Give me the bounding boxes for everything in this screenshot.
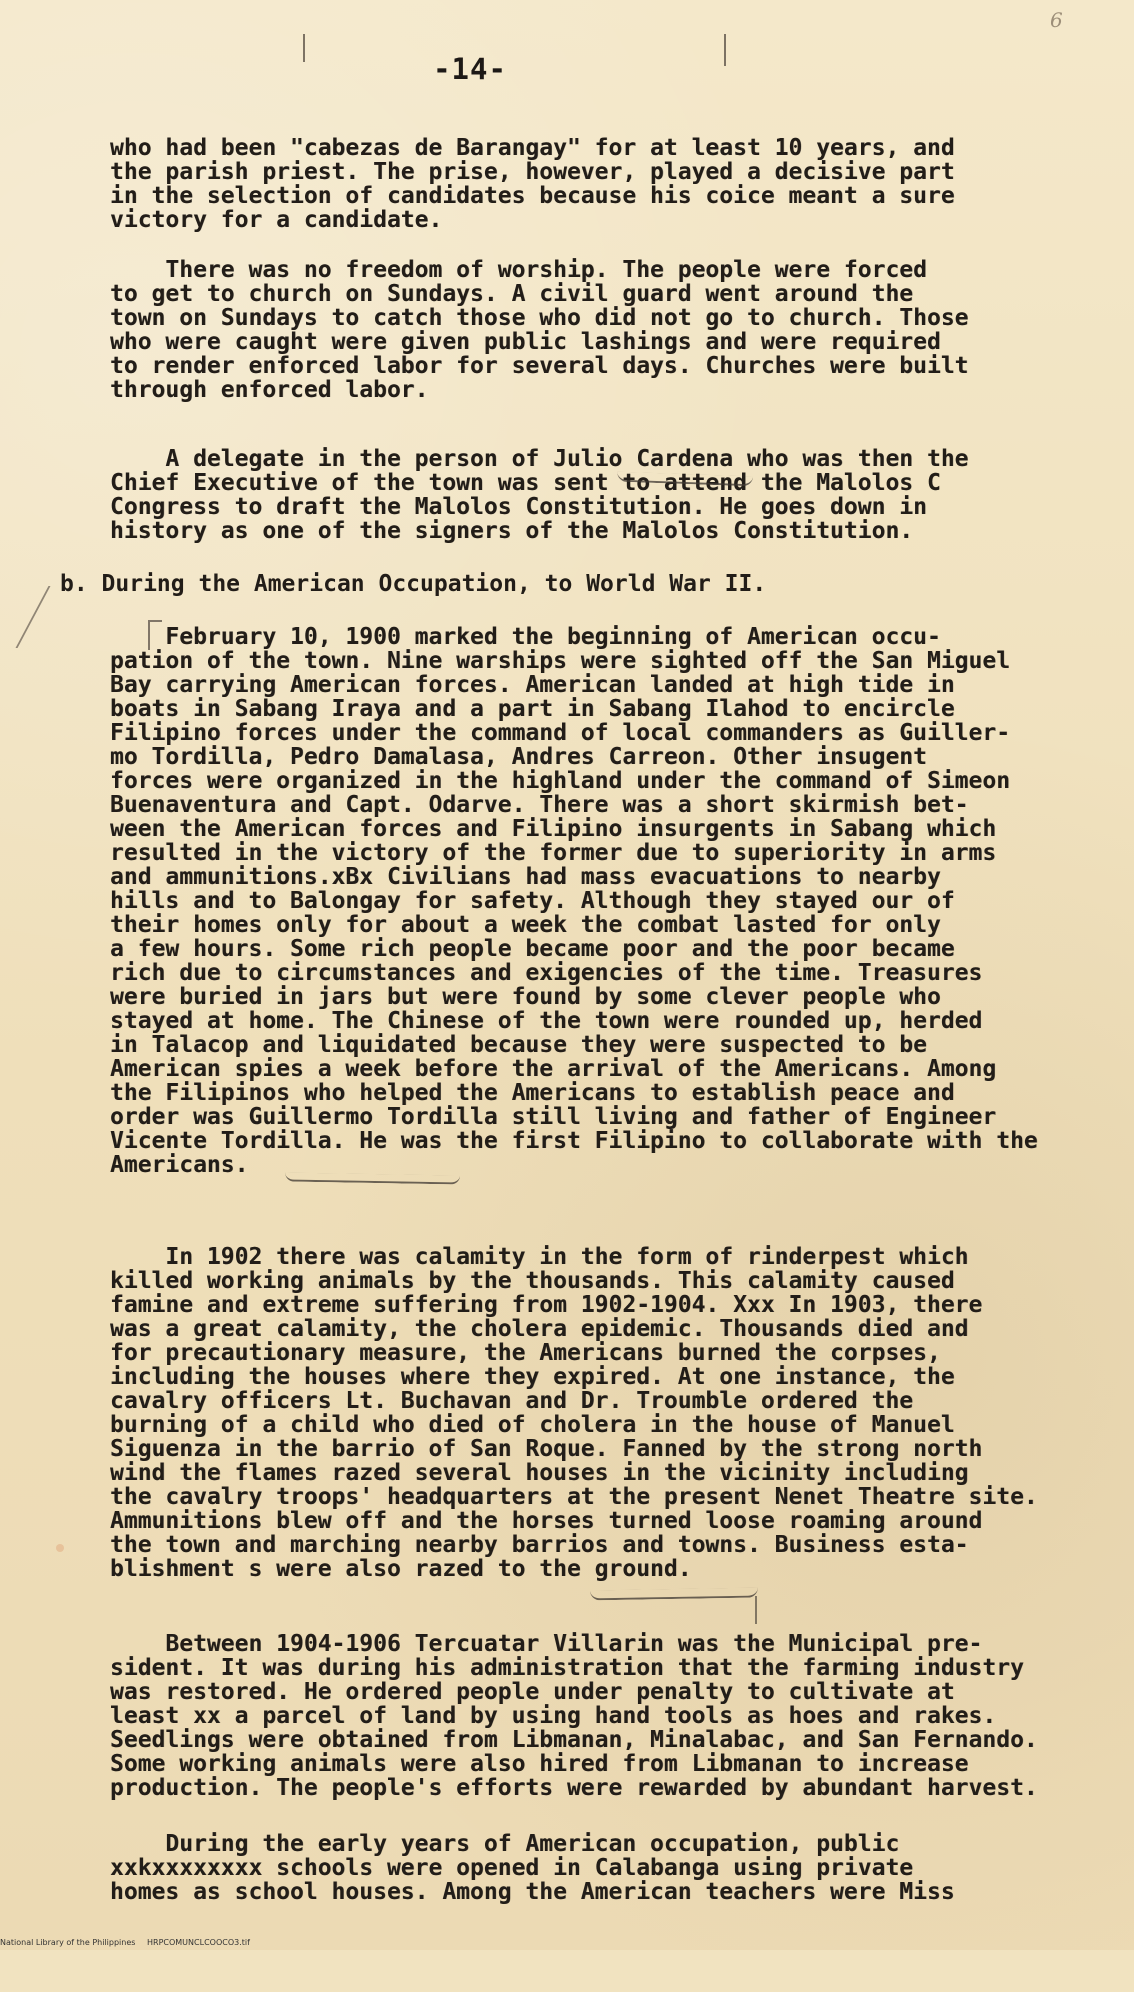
paragraph-line: was a great calamity, the cholera epidemic. Thousands died and (110, 1316, 969, 1342)
paragraph-line: the parish priest. The prise, however, played a decisive part (110, 159, 955, 185)
footer-source: National Library of the Philippines (0, 1938, 136, 1947)
paragraph-line: history as one of the signers of the Malolos Constitution. (110, 518, 914, 544)
paragraph-line: During the early years of American occupation, public (110, 1831, 900, 1857)
handwritten-underline-guillermo-tordilla (285, 1172, 460, 1184)
paragraph-line: town on Sundays to catch those who did not go to church. Those (110, 305, 969, 331)
paragraph-line: Bay carrying American forces. American landed at high tide in (110, 672, 955, 698)
paragraph-line: blishment s were also razed to the ground. (110, 1556, 692, 1582)
corner-page-number: 6 (1050, 8, 1063, 32)
paragraph-line: pation of the town. Nine warships were sighted off the San Miguel (110, 648, 1011, 674)
paragraph-line: who had been "cabezas de Barangay" for at least 10 years, and (110, 135, 955, 161)
paragraph-line: xxkxxxxxxxx schools were opened in Calabanga using private (110, 1855, 914, 1881)
handwritten-bracket (755, 1596, 763, 1624)
paragraph-7 (110, 1832, 1110, 1904)
paragraph-line: stayed at home. The Chinese of the town were rounded up, herded (110, 1008, 983, 1034)
paragraph-line: Between 1904-1906 Tercuatar Villarin was the Municipal pre- (110, 1631, 983, 1657)
paragraph-line: Buenaventura and Capt. Odarve. There was a short skirmish bet- (110, 792, 969, 818)
scan-footer (0, 1936, 1134, 1950)
paragraph-line: Filipino forces under the command of local commanders as Guiller- (110, 720, 1011, 746)
paragraph-line: and ammunitions.xBx Civilians had mass evacuations to nearby (110, 864, 941, 890)
paragraph-2 (110, 258, 1110, 402)
paragraph-line: in the selection of candidates because his coice meant a sure (110, 183, 955, 209)
paragraph-line: resulted in the victory of the former due to superiority in arms (110, 840, 997, 866)
paragraph-line: There was no freedom of worship. The people were forced (110, 257, 927, 283)
paragraph-line: boats in Sabang Iraya and a part in Sabang Ilahod to encircle (110, 696, 955, 722)
paragraph-line: through enforced labor. (110, 377, 429, 403)
paragraph-line: the town and marching nearby barrios and towns. Business esta- (110, 1532, 969, 1558)
paragraph-3 (110, 447, 1110, 543)
paragraph-line: including the houses where they expired. At one instance, the (110, 1364, 955, 1390)
paragraph-line: A delegate in the person of Julio Cardena who was then the (110, 446, 969, 472)
page-number: -14- (433, 52, 507, 86)
footer-filename: HRPCOMUNCLCOOCO3.tif (147, 1938, 250, 1947)
paragraph-line: victory for a candidate. (110, 207, 443, 233)
paragraph-line: killed working animals by the thousands. This calamity caused (110, 1268, 955, 1294)
paragraph-line: Vicente Tordilla. He was the first Filipino to collaborate with the (110, 1128, 1038, 1154)
paragraph-line: to render enforced labor for several days. Churches were built (110, 353, 969, 379)
paragraph-line: Ammunitions blew off and the horses turned loose roaming around (110, 1508, 983, 1534)
paragraph-4 (110, 625, 1110, 1177)
paragraph-line: was restored. He ordered people under penalty to cultivate at (110, 1679, 955, 1705)
paragraph-line: their homes only for about a week the combat lasted for only (110, 912, 941, 938)
paragraph-6 (110, 1632, 1110, 1800)
section-heading: b. During the American Occupation, to World War II. (60, 571, 767, 597)
paragraph-line: Some working animals were also hired from Libmanan to increase (110, 1751, 969, 1777)
paragraph-line: the Filipinos who helped the Americans to establish peace and (110, 1080, 955, 1106)
paragraph-line: wind the flames razed several houses in the vicinity including (110, 1460, 969, 1486)
paragraph-line: burning of a child who died of cholera in the house of Manuel (110, 1412, 955, 1438)
paragraph-line: cavalry officers Lt. Buchavan and Dr. Troumble ordered the (110, 1388, 914, 1414)
paragraph-line: hills and to Balongay for safety. Although they stayed our of (110, 888, 955, 914)
paragraph-line: Chief Executive of the town was sent to attend the Malolos C (110, 470, 941, 496)
paragraph-line: Siguenza in the barrio of San Roque. Fanned by the strong north (110, 1436, 983, 1462)
handwritten-underline-towns (590, 1588, 758, 1601)
pencil-margin-slash (16, 586, 67, 648)
paragraph-line: rich due to circumstances and exigencies of the time. Treasures (110, 960, 983, 986)
paragraph-line: least xx a parcel of land by using hand tools as hoes and rakes. (110, 1703, 997, 1729)
paragraph-line: a few hours. Some rich people became poor and the poor became (110, 936, 955, 962)
paragraph-line: sident. It was during his administration that the farming industry (110, 1655, 1024, 1681)
paragraph-line: In 1902 there was calamity in the form of rinderpest which (110, 1244, 969, 1270)
paragraph-line: homes as school houses. Among the American teachers were Miss (110, 1879, 955, 1905)
paragraph-line: Seedlings were obtained from Libmanan, Minalabac, and San Fernando. (110, 1727, 1038, 1753)
paragraph-line: order was Guillermo Tordilla still living and father of Engineer (110, 1104, 997, 1130)
paragraph-line: forces were organized in the highland under the command of Simeon (110, 768, 1011, 794)
paper-stain-mark (56, 1544, 64, 1552)
paragraph-line: in Talacop and liquidated because they were suspected to be (110, 1032, 927, 1058)
paragraph-5 (110, 1245, 1110, 1581)
paragraph-line: for precautionary measure, the Americans burned the corpses, (110, 1340, 941, 1366)
paragraph-line: February 10, 1900 marked the beginning of American occu- (110, 624, 941, 650)
paragraph-line: who were caught were given public lashings and were required (110, 329, 941, 355)
paragraph-line: production. The people's efforts were rewarded by abundant harvest. (110, 1775, 1038, 1801)
paragraph-line: ween the American forces and Filipino insurgents in Sabang which (110, 816, 997, 842)
paragraph-line: mo Tordilla, Pedro Damalasa, Andres Carreon. Other insugent (110, 744, 927, 770)
paragraph-1 (110, 136, 1110, 232)
paragraph-line: Americans. (110, 1152, 249, 1178)
paragraph-line: Congress to draft the Malolos Constitution. He goes down in (110, 494, 927, 520)
paragraph-line: to get to church on Sundays. A civil guard went around the (110, 281, 914, 307)
paragraph-line: American spies a week before the arrival of the Americans. Among (110, 1056, 997, 1082)
paragraph-line: the cavalry troops' headquarters at the present Nenet Theatre site. (110, 1484, 1038, 1510)
paragraph-line: famine and extreme suffering from 1902-1904. Xxx In 1903, there (110, 1292, 983, 1318)
paragraph-line: were buried in jars but were found by some clever people who (110, 984, 941, 1010)
